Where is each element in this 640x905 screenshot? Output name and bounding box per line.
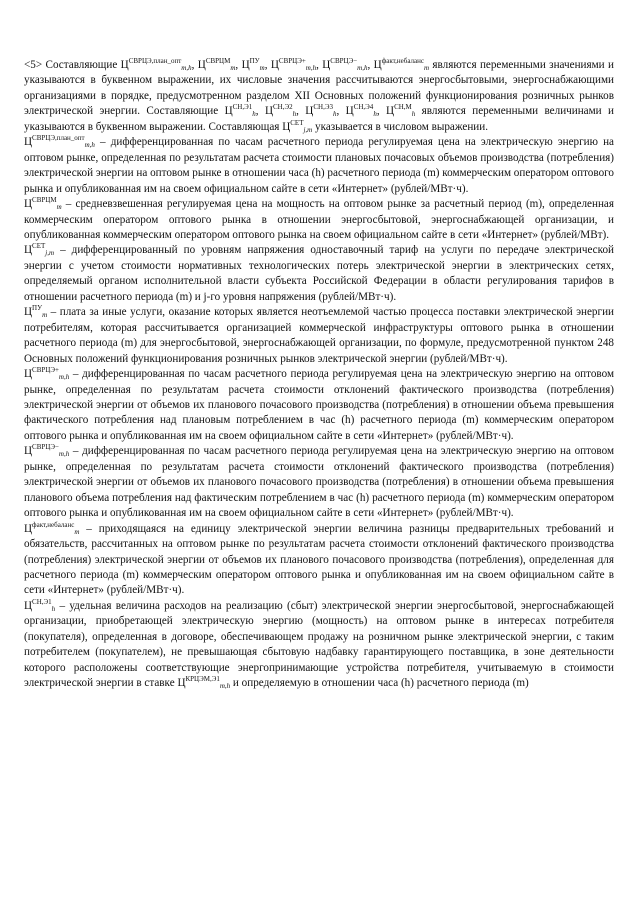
definition-pu: $Ц^{ПУ}_m$ – плата за иные услуги, оказание которых является неотъемлемой частью процесса поставки электрической энергии потребителям, которая рассчитывается организацией коммерческой инфраструктуры оптового рынка в отношении расчетного периода (m) для энергосбытовой, энергоснабжающей организации, по формуле, предусмотренной пунктом 248 Основных положений функционирования розничных рынков электрической энергии (рублей/МВт·ч). xyxy=(24,304,614,365)
price-symbol: $Ц^{СН,Э1}_h$ xyxy=(224,103,256,119)
price-symbol: $Ц^{факт,небаланс}_m$ xyxy=(24,520,80,536)
price-symbol: $Ц^{СН,Э4}_h$ xyxy=(345,103,377,119)
definition-svrtse-plan-opt: $Ц^{СВРЦЭ,план\_опт}_{m,h}$ – дифференцированная по часам расчетного периода регулируемая цена на электрическую энергию на оптовом рынке, определенная по результатам расчета стоимости плановых почасовых объемов производства (потребления) электрической энергии на оптовом рынке в отношении часа (h) расчетного периода (m) коммерческим оператором оптового рынка и опубликованная им на своем официальном сайте в сети «Интернет» (рублей/МВт·ч). xyxy=(24,134,614,195)
price-symbol: $Ц^{СВРЦМ}_m$ xyxy=(24,196,62,212)
price-symbol: $Ц^{СН,М}_h$ xyxy=(386,103,416,119)
price-symbol: $Ц^{СЕТ}_{j,m}$ xyxy=(282,118,313,134)
definition-svrtse-minus: $Ц^{СВРЦЭ-}_{m,h}$ – дифференцированная по часам расчетного периода регулируемая цена на электрическую энергию на оптовом рынке, определенная по результатам расчета стоимости отклонений фактического производства (потребления) электрической энергии от объемов их планового почасового производства (потребления) в отношении объема превышения планового объема потребления над фактическим потреблением в час (h) расчетного периода (m) коммерческим оператором оптового рынка и опубликованная им на своем официальном сайте в сети «Интернет» (рублей/МВт·ч). xyxy=(24,443,614,520)
price-symbol: $Ц^{СВРЦМ}_m$ xyxy=(197,57,236,72)
price-symbol: $Ц^{СВРЦЭ+}_{m,h}$ xyxy=(270,57,317,72)
price-symbol: $Ц^{КРЦЭМ,Э1}_{m,h}$ xyxy=(177,675,231,691)
price-symbol: $Ц^{факт,небаланс}_m$ xyxy=(373,57,430,72)
price-symbol: $Ц^{СН,Э2}_h$ xyxy=(264,103,297,119)
definition-svrtsm: $Ц^{СВРЦМ}_m$ – средневзвешенная регулируемая цена на мощность на оптовом рынке за расчетный период (m), определенная коммерческим оператором оптового рынка в отношении энергосбытовой, энергоснабжающей организации, и опубликованная коммерческим оператором оптового рынка на своем официальном сайте в сети «Интернет» (рублей/МВт). xyxy=(24,196,614,241)
footnote-5-paragraph: <5> Составляющие $Ц^{СВРЦЭ,план\_опт}_{m,h}$, $Ц^{СВРЦМ}_m$, $Ц^{ПУ}_m$, $Ц^{СВРЦЭ+}_{m,h}$, $Ц^{СВРЦЭ-}_{m,h}$, $Ц^{факт,небаланс}_m$ являются переменными значениями и указываются в буквенном выражении, их числовые значения рассчитываются энергосбытовыми, энергоснабжающими организациями в порядке, предусмотренном разделом XII Основных положений функционирования розничных рынков электрической энергии. Составляющие $Ц^{СН,Э1}_h$, $Ц^{СН,Э2}_h$, $Ц^{СН,Э3}_h$, $Ц^{СН,Э4}_h$, $Ц^{СН,М}_h$ являются переменными величинами и указываются в буквенном выражении. Составляющая $Ц^{СЕТ}_{j,m}$ указывается в числовом выражении. xyxy=(24,57,615,134)
price-symbol: $Ц^{СН,Э1}_h$ xyxy=(24,597,56,613)
definition-svrtse-plus: $Ц^{СВРЦЭ+}_{m,h}$ – дифференцированная по часам расчетного периода регулируемая цена на электрическую энергию на оптовом рынке, определенная по результатам расчета стоимости отклонений фактического производства (потребления) электрической энергии от объемов их планового почасового производства (потребления) в отношении объема превышения фактического потребления над плановым потреблением в час (h) расчетного периода (m) коммерческим оператором оптового рынка и опубликованная им на своем официальном сайте в сети «Интернет» (рублей/МВт·ч). xyxy=(24,366,614,442)
price-symbol: $Ц^{СН,Э3}_h$ xyxy=(305,103,337,119)
price-symbol: $Ц^{СВРЦЭ,план\_опт}_{m,h}$ xyxy=(120,57,192,72)
price-symbol: $Ц^{СЕТ}_{j,m}$ xyxy=(24,242,55,258)
definition-fakt-nebalans: $Ц^{факт,небаланс}_m$ – приходящаяся на единицу электрической энергии величина разницы предварительных требований и обязательств, рассчитанных на оптовом рынке по результатам расчета стоимости отклонений фактического производства (потребления) электрической энергии от объемов их планового почасового производства (потребления), определенная для расчетного периода (m) коммерческим оператором оптового рынка и опубликованная им на своем официальном сайте в сети «Интернет» (рублей/МВт·ч). xyxy=(24,520,614,597)
price-symbol: $Ц^{СВРЦЭ+}_{m,h}$ xyxy=(24,366,70,382)
definition-sn-e1: $Ц^{СН,Э1}_h$ – удельная величина расходов на реализацию (сбыт) электрической энергии энергосбытовой, энергоснабжающей организации, приобретающей электрическую энергию (мощность) на оптовом рынке в интересах потребителя (покупателя), определенная в договоре, обеспечивающем продажу на розничном рынке электрической энергии, с таким потребителем (покупателем), не превышающая сбытовую надбавку гарантирующего поставщика, в зоне деятельности которого расположены соответствующие энергопринимающие устройства потребителя, учитываемую в стоимости электрической энергии в ставке $Ц^{КРЦЭМ,Э1}_{m,h}$ и определяемую в отношении часа (h) расчетного периода (m) xyxy=(24,597,614,691)
price-symbol: $Ц^{СВРЦЭ-}_{m,h}$ xyxy=(24,443,70,459)
definition-set: $Ц^{СЕТ}_{j,m}$ – дифференцированный по уровням напряжения одноставочный тариф на услуги по передаче электрической энергии с учетом стоимости нормативных технологических потерь электрической энергии в электрических сетях, определяемый органом исполнительной власти субъекта Российской Федерации в области регулирования тарифов в отношении расчетного периода (m) и j-го уровня напряжения (рублей/МВт·ч). xyxy=(24,242,614,303)
price-symbol: $Ц^{СВРЦЭ-}_{m,h}$ xyxy=(322,57,368,72)
price-symbol: $Ц^{СВРЦЭ,план\_опт}_{m,h}$ xyxy=(24,134,95,150)
price-symbol: $Ц^{ПУ}_m$ xyxy=(24,304,48,320)
price-symbol: $Ц^{ПУ}_m$ xyxy=(241,57,265,72)
